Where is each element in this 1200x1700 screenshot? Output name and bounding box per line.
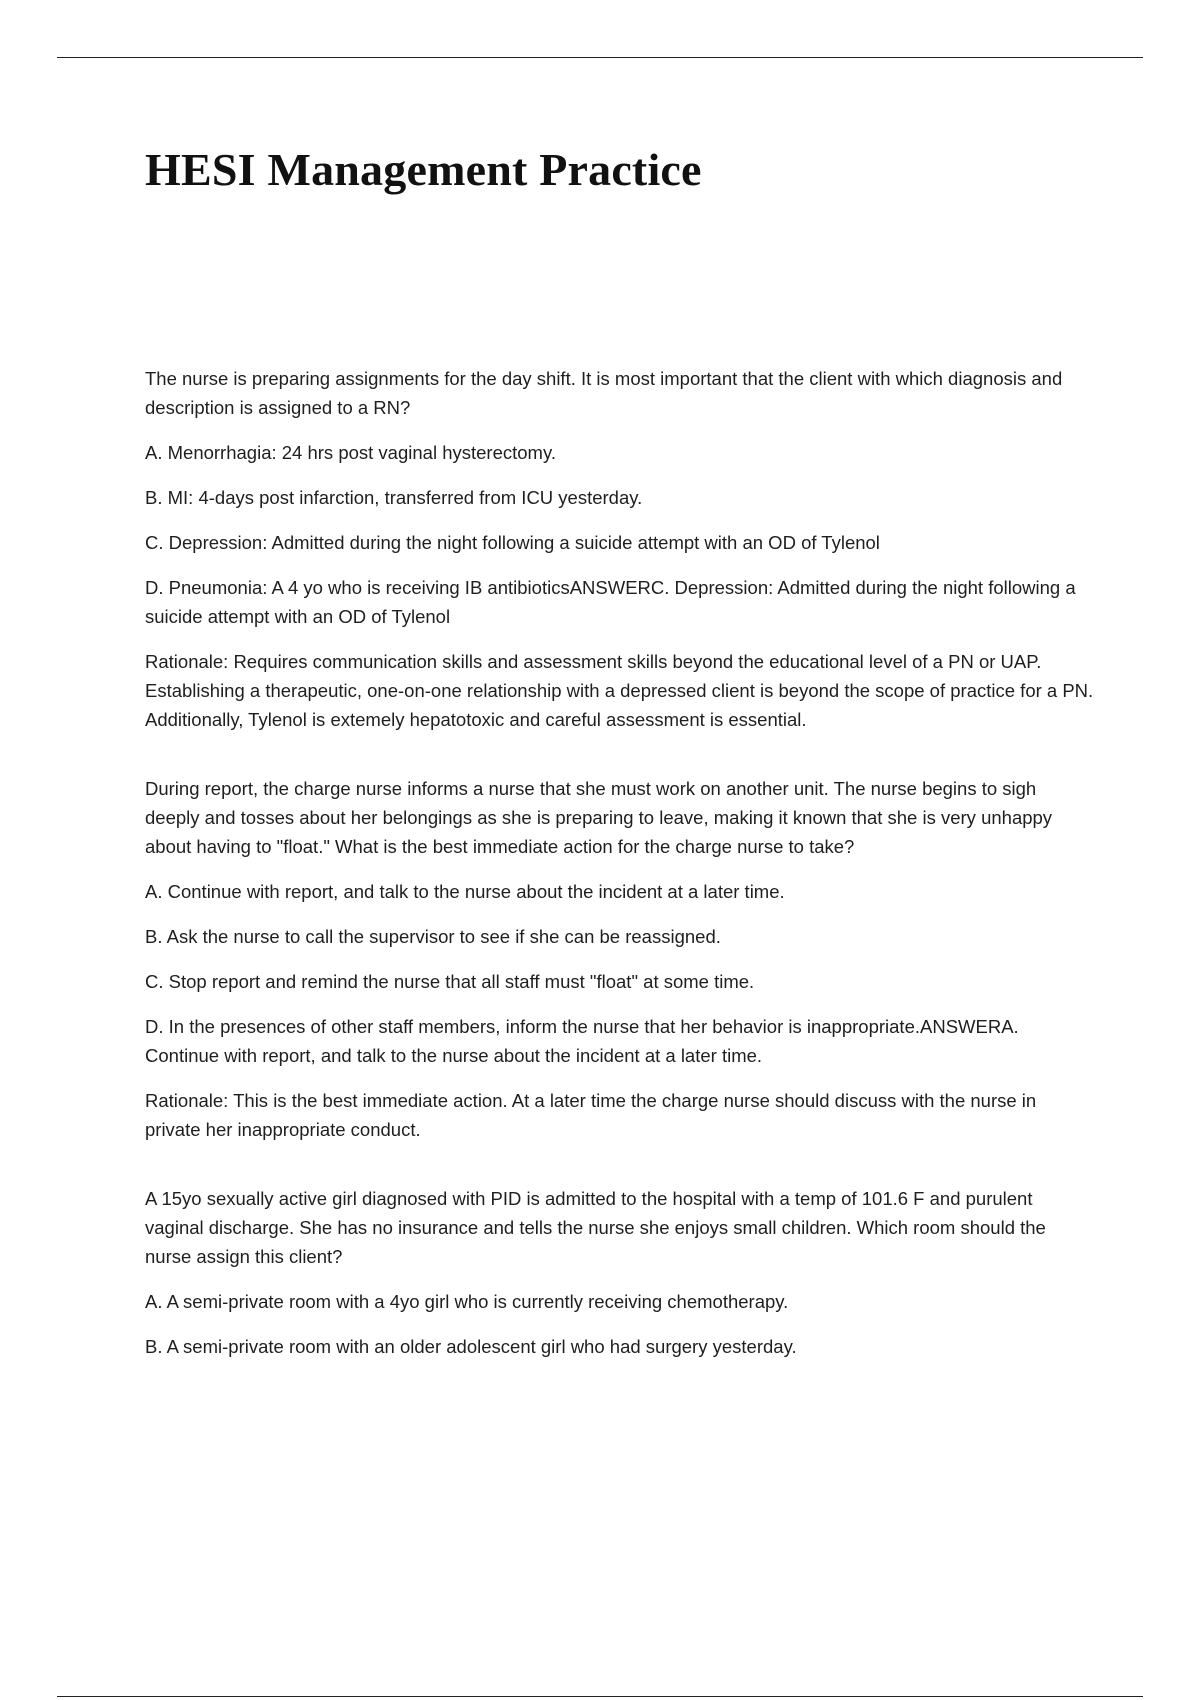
answer-option: C. Stop report and remind the nurse that all staff must "float" at some time.	[145, 971, 755, 992]
answer-option: A. Continue with report, and talk to the nurse about the incident at a later time.	[145, 881, 785, 902]
question-block	[145, 774, 1095, 1144]
bottom-rule	[57, 1696, 1143, 1697]
question-stem: A 15yo sexually active girl diagnosed with PID is admitted to the hospital with a temp of 101.6 F and purulent vaginal discharge. She has no insurance and tells the nurse she enjoys small children. Which room should the nurse assign this client?	[145, 1188, 1046, 1267]
rationale: Rationale: This is the best immediate action. At a later time the charge nurse should discuss with the nurse in private her inappropriate conduct.	[145, 1090, 1037, 1140]
question-stem: The nurse is preparing assignments for the day shift. It is most important that the client with which diagnosis and description is assigned to a RN?	[145, 368, 1063, 418]
answer-option: A. Menorrhagia: 24 hrs post vaginal hysterectomy.	[145, 442, 556, 463]
answer-option: B. MI: 4-days post infarction, transferred from ICU yesterday.	[145, 487, 643, 508]
answer-option: A. A semi-private room with a 4yo girl who is currently receiving chemotherapy.	[145, 1291, 789, 1312]
document-body	[145, 364, 1095, 1377]
answer-option: C. Depression: Admitted during the night following a suicide attempt with an OD of Tylenol	[145, 532, 880, 553]
answer-option: D. In the presences of other staff members, inform the nurse that her behavior is inappropriate.ANSWERA. Continue with report, and talk to the nurse about the incident at a later time.	[145, 1016, 1019, 1066]
question-block	[145, 364, 1095, 734]
answer-option: D. Pneumonia: A 4 yo who is receiving IB antibioticsANSWERC. Depression: Admitted during the night following a suicide attempt with an OD of Tylenol	[145, 577, 1076, 627]
page-title: HESI Management Practice	[145, 144, 702, 195]
answer-option: B. A semi-private room with an older adolescent girl who had surgery yesterday.	[145, 1336, 797, 1357]
answer-option: B. Ask the nurse to call the supervisor to see if she can be reassigned.	[145, 926, 721, 947]
question-block	[145, 1184, 1095, 1361]
question-stem: During report, the charge nurse informs a nurse that she must work on another unit. The nurse begins to sigh deeply and tosses about her belongings as she is preparing to leave, making it known that she is very unhappy about having to "float." What is the best immediate action for the charge nurse to take?	[145, 778, 1053, 857]
rationale: Rationale: Requires communication skills and assessment skills beyond the educational level of a PN or UAP. Establishing a therapeutic, one-on-one relationship with a depressed client is beyond the scope of practice for a PN. Additionally, Tylenol is extemely hepatotoxic and careful assessment is essential.	[145, 651, 1094, 730]
top-rule	[57, 57, 1143, 58]
